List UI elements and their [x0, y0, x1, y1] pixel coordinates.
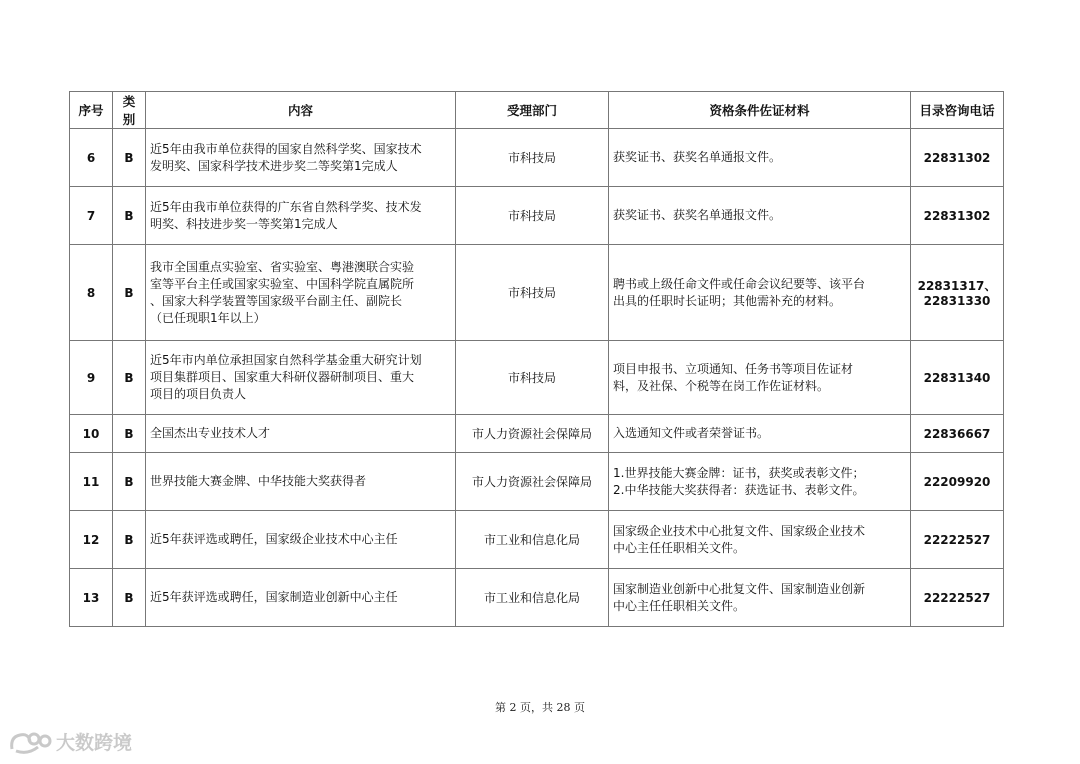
cell-no: 10: [70, 415, 113, 453]
table-row: [70, 129, 1004, 187]
cell-materials-line: 1.世界技能大赛金牌：证书，获奖或表彰文件；: [613, 465, 865, 480]
cell-phone: [911, 245, 1004, 341]
cell-content-line: 室等平台主任或国家实验室、中国科学院直属院所: [150, 276, 415, 291]
cell-content-line: （已任现职1年以上）: [150, 310, 266, 325]
table-row: [70, 453, 1004, 511]
cell-phone-line: 22831340: [923, 370, 991, 385]
cell-materials: [609, 341, 911, 415]
cell-materials: [609, 511, 911, 569]
cell-materials-line: 获奖证书、获奖名单通报文件。: [613, 150, 782, 164]
cell-category: B: [113, 341, 146, 415]
cell-content-line: 发明奖、国家科学技术进步奖二等奖第1完成人: [150, 158, 398, 173]
table-row: [70, 569, 1004, 627]
cell-category: B: [113, 569, 146, 627]
cell-phone-line: 22831302: [923, 208, 991, 223]
cell-department: 市科技局: [456, 341, 609, 415]
cell-content: [146, 187, 456, 245]
header-department: 受理部门: [456, 92, 609, 129]
cell-phone: [911, 511, 1004, 569]
cell-materials: [609, 569, 911, 627]
cell-phone: [911, 569, 1004, 627]
cell-department: 市工业和信息化局: [456, 569, 609, 627]
policy-table: [69, 91, 1004, 627]
cell-content-line: 近5年获评选或聘任，国家级企业技术中心主任: [150, 532, 398, 546]
cell-phone: [911, 187, 1004, 245]
cell-materials-line: 中心主任任职相关文件。: [613, 598, 746, 613]
cell-no: 12: [70, 511, 113, 569]
cell-category: B: [113, 415, 146, 453]
cell-content-line: 全国杰出专业技术人才: [150, 426, 271, 440]
cell-content-line: 项目集群项目、国家重大科研仪器研制项目、重大: [150, 370, 415, 384]
cell-materials-line: 国家制造业创新中心批复文件、国家制造业创新: [613, 581, 866, 596]
cell-materials-line: 中心主任任职相关文件。: [613, 540, 746, 555]
cell-materials-line: 聘书或上级任命文件或任命会议纪要等、该平台: [613, 276, 866, 291]
cell-materials-line: 国家级企业技术中心批复文件、国家级企业技术: [613, 523, 866, 538]
cell-materials: [609, 453, 911, 511]
cell-department: 市工业和信息化局: [456, 511, 609, 569]
cell-phone-line: 22836667: [923, 426, 991, 441]
cell-category: B: [113, 511, 146, 569]
cell-content-line: 明奖、科技进步奖一等奖第1完成人: [150, 216, 338, 231]
cell-content: [146, 453, 456, 511]
cell-no: 7: [70, 187, 113, 245]
cell-materials-line: 获奖证书、获奖名单通报文件。: [613, 208, 782, 222]
cell-phone-line: 22222527: [923, 590, 991, 605]
cell-content-line: 项目的项目负责人: [150, 387, 247, 401]
watermark-text: 大数跨境: [56, 732, 133, 754]
cell-phone: [911, 341, 1004, 415]
cell-materials-line: 入选通知文件或者荣誉证书。: [613, 426, 770, 440]
cell-phone: [911, 453, 1004, 511]
cell-no: 11: [70, 453, 113, 511]
cell-content: [146, 569, 456, 627]
table-row: [70, 341, 1004, 415]
cell-content-line: 近5年由我市单位获得的广东省自然科学奖、技术发: [150, 199, 422, 214]
header-category: 类别: [113, 92, 146, 129]
cell-category: B: [113, 129, 146, 187]
cell-materials-line: 料，及社保、个税等在岗工作佐证材料。: [613, 378, 830, 393]
watermark: [8, 728, 132, 755]
cell-materials-line: 出具的任职时长证明；其他需补充的材料。: [613, 293, 842, 308]
cell-content-line: 、国家大科学装置等国家级平台副主任、副院长: [150, 293, 403, 308]
cell-department: 市人力资源社会保障局: [456, 415, 609, 453]
table-row: [70, 415, 1004, 453]
cell-department: 市人力资源社会保障局: [456, 453, 609, 511]
cell-content-line: 我市全国重点实验室、省实验室、粤港澳联合实验: [150, 259, 415, 274]
watermark-logo-icon: [8, 729, 52, 755]
cell-materials: [609, 187, 911, 245]
cell-content: [146, 245, 456, 341]
table-row: [70, 511, 1004, 569]
cell-content: [146, 511, 456, 569]
cell-no: 9: [70, 341, 113, 415]
cell-no: 6: [70, 129, 113, 187]
cell-materials: [609, 415, 911, 453]
cell-content-line: 近5年市内单位承担国家自然科学基金重大研究计划: [150, 353, 422, 367]
cell-content-line: 近5年由我市单位获得的国家自然科学奖、国家技术: [150, 141, 422, 156]
header-materials: 资格条件佐证材料: [609, 92, 911, 129]
cell-content: [146, 415, 456, 453]
cell-department: 市科技局: [456, 129, 609, 187]
cell-phone-line: 22222527: [923, 532, 991, 547]
cell-content-line: 世界技能大赛金牌、中华技能大奖获得者: [150, 474, 367, 488]
cell-category: B: [113, 245, 146, 341]
header-no: 序号: [70, 92, 113, 129]
page-footer: 第 2 页，共 28 页: [495, 701, 585, 714]
cell-phone-line: 22831330: [923, 294, 991, 308]
cell-materials: [609, 245, 911, 341]
cell-department: 市科技局: [456, 187, 609, 245]
cell-no: 8: [70, 245, 113, 341]
cell-category: B: [113, 453, 146, 511]
cell-phone-line: 22209920: [923, 474, 991, 489]
cell-materials-line: 2.中华技能大奖获得者：获选证书、表彰文件。: [613, 482, 865, 497]
cell-phone-line: 22831317、: [917, 279, 997, 293]
cell-content-line: 近5年获评选或聘任，国家制造业创新中心主任: [150, 590, 398, 604]
table-row: [70, 245, 1004, 341]
cell-content: [146, 341, 456, 415]
cell-phone: [911, 415, 1004, 453]
header-phone: 目录咨询电话: [911, 92, 1004, 129]
cell-department: 市科技局: [456, 245, 609, 341]
cell-content: [146, 129, 456, 187]
cell-no: 13: [70, 569, 113, 627]
cell-phone-line: 22831302: [923, 150, 991, 165]
header-content: 内容: [146, 92, 456, 129]
table-header-row: [70, 92, 1004, 129]
cell-materials-line: 项目申报书、立项通知、任务书等项目佐证材: [613, 361, 854, 376]
cell-materials: [609, 129, 911, 187]
cell-phone: [911, 129, 1004, 187]
table-row: [70, 187, 1004, 245]
cell-category: B: [113, 187, 146, 245]
